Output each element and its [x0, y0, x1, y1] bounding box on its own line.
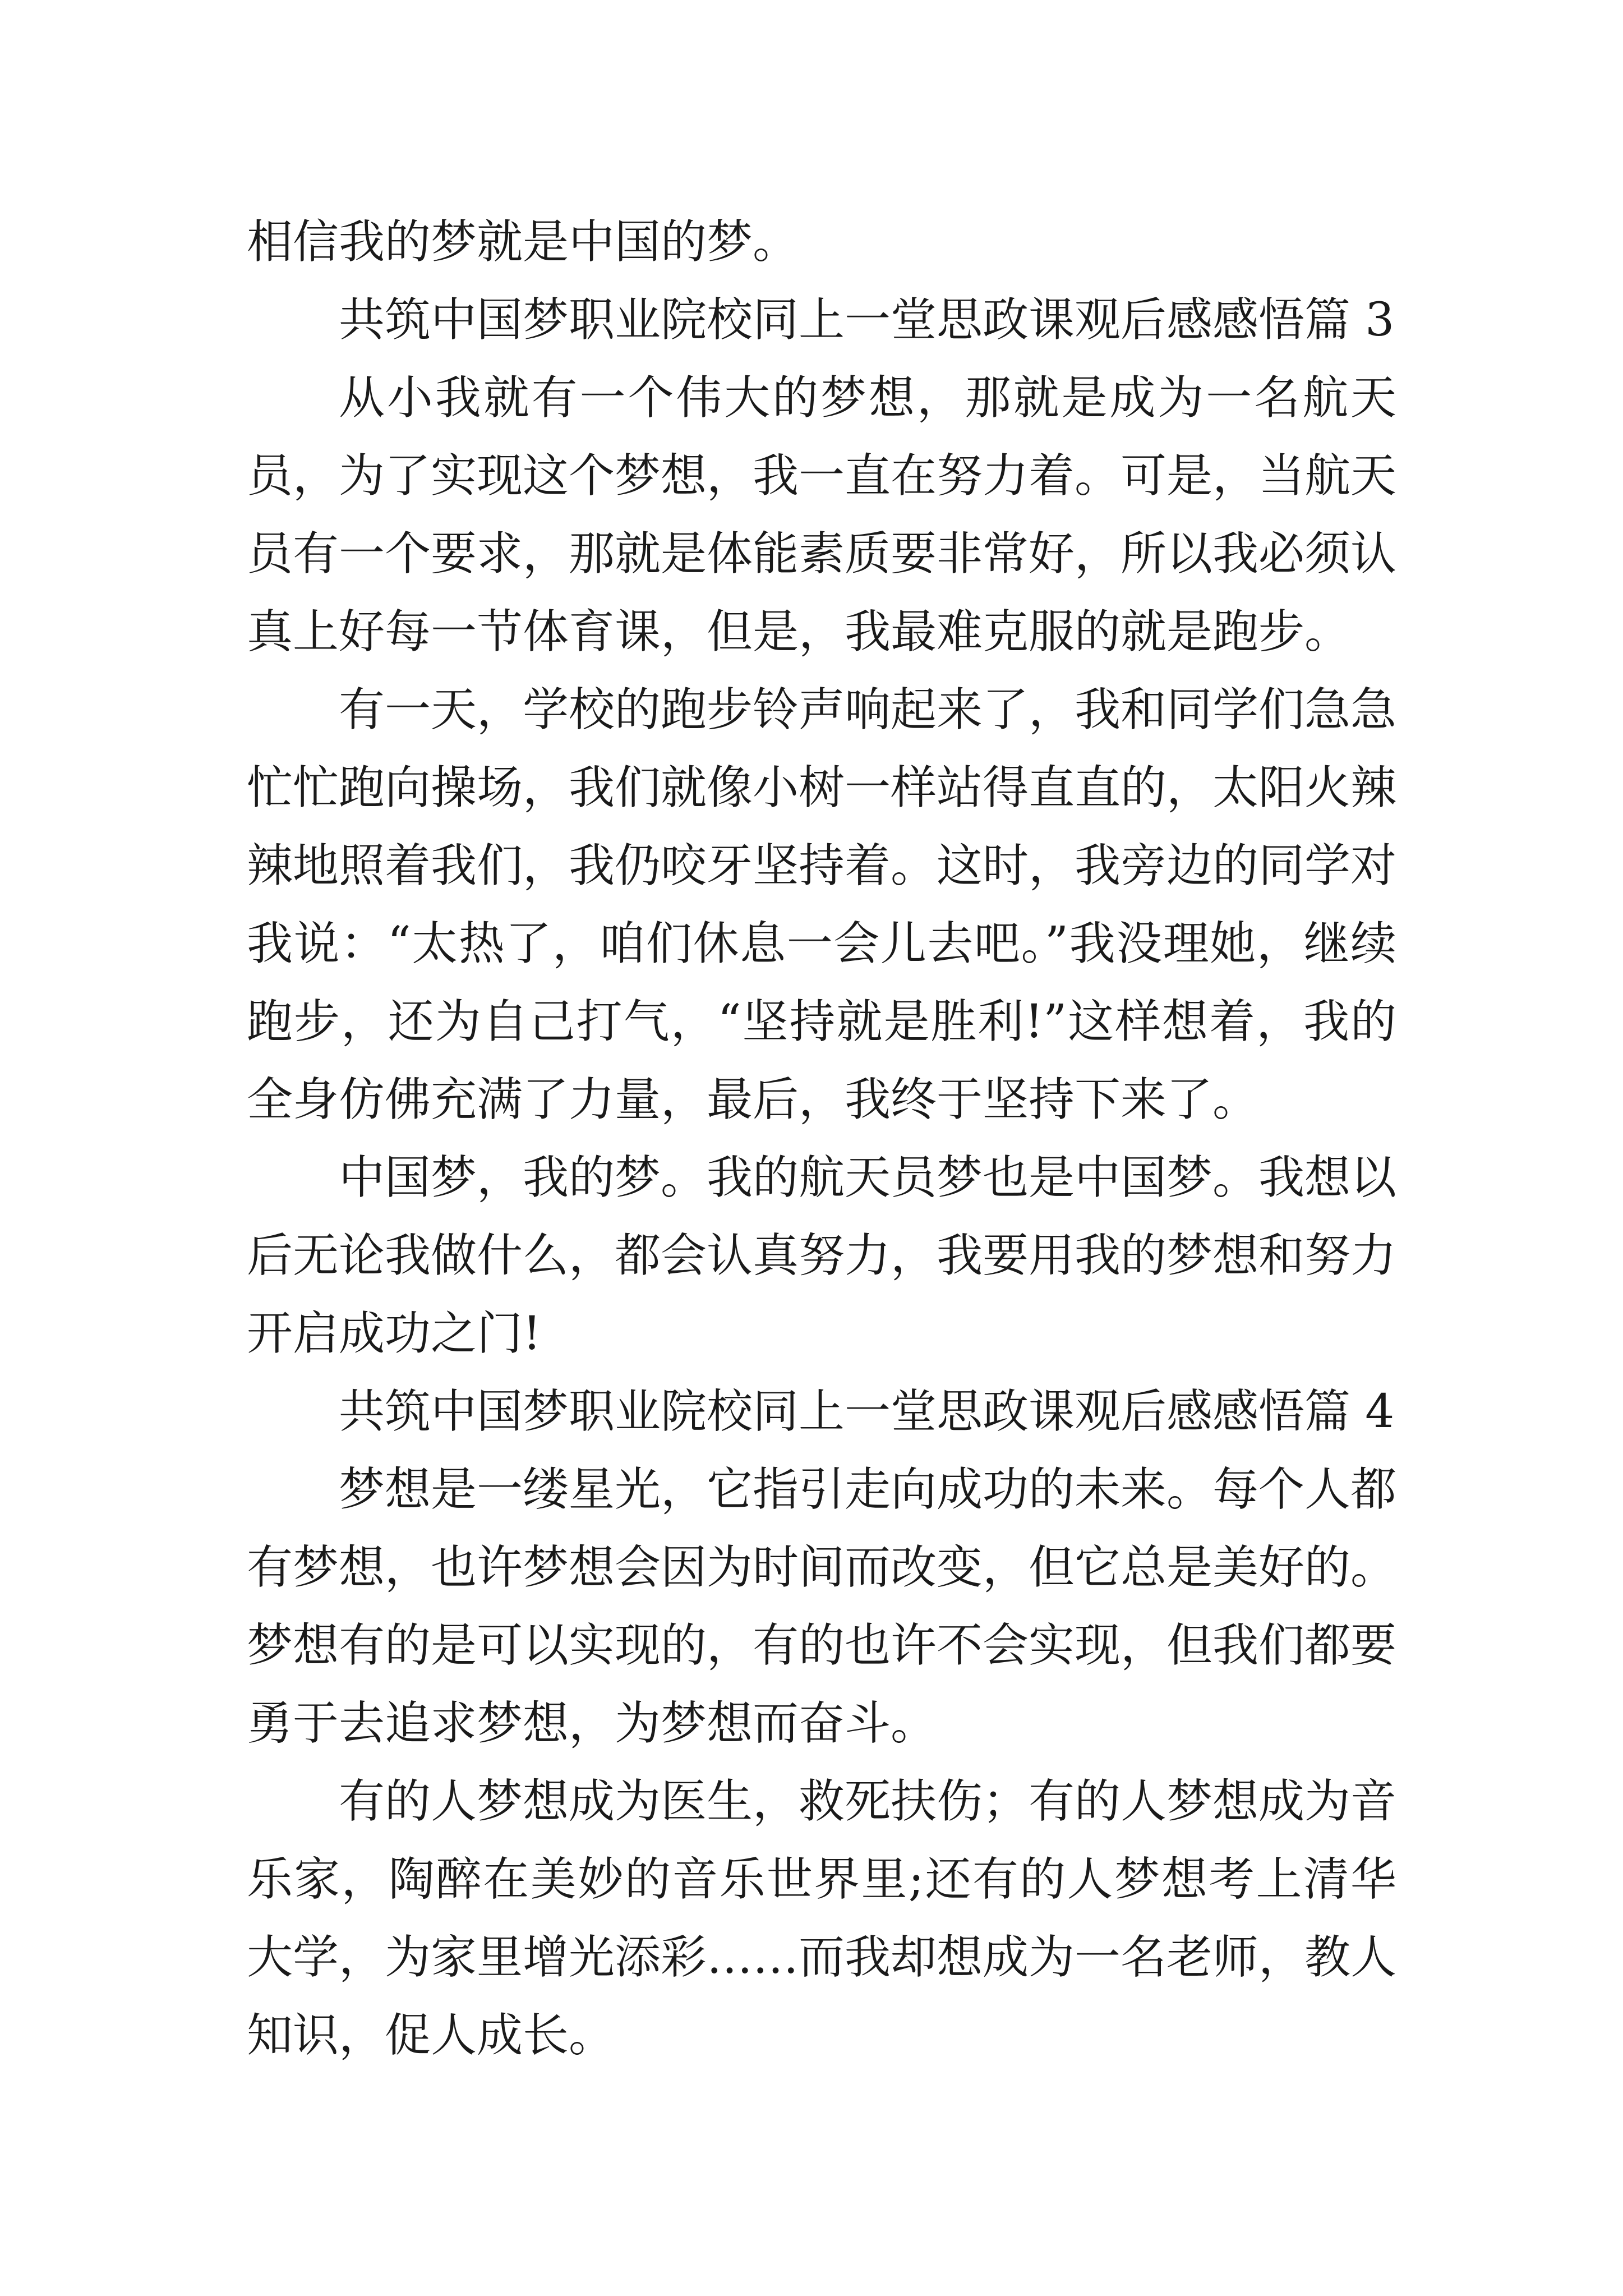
section-heading-4: 共筑中国梦职业院校同上一堂思政课观后感感悟篇 4	[339, 1385, 1395, 1438]
paragraph: 中国梦，我的梦。我的航天员梦也是中国梦。我想以后无论我做什么，都会认真努力，我要用我的梦想和努力开启成功之门!	[247, 1151, 1397, 1360]
paragraph: 有一天，学校的跑步铃声响起来了，我和同学们急急忙忙跑向操场，我们就像小树一样站得直直的，太阳火辣辣地照着我们，我仍咬牙坚持着。这时，我旁边的同学对我说：“太热了，咱们休息一会儿去吧。”我没理她，继续跑步，还为自己打气，“坚持就是胜利!”这样想着，我的全身仿佛充满了力量，最后，我终于坚持下来了。	[247, 683, 1397, 1126]
document-body	[247, 203, 1396, 2074]
paragraph-continuation: 相信我的梦就是中国的梦。	[247, 215, 799, 269]
paragraph: 从小我就有一个伟大的梦想，那就是成为一名航天员，为了实现这个梦想，我一直在努力着。可是，当航天员有一个要求，那就是体能素质要非常好，所以我必须认真上好每一节体育课，但是，我最难克服的就是跑步。	[247, 371, 1397, 659]
section-heading-3: 共筑中国梦职业院校同上一堂思政课观后感感悟篇 3	[339, 293, 1395, 347]
paragraph: 有的人梦想成为医生，救死扶伤；有的人梦想成为音乐家，陶醉在美妙的音乐世界里;还有的人梦想考上清华大学，为家里增光添彩……而我却想成为一名老师，教人知识，促人成长。	[247, 1775, 1397, 2062]
paragraph: 梦想是一缕星光，它指引走向成功的未来。每个人都有梦想，也许梦想会因为时间而改变，但它总是美好的。梦想有的是可以实现的，有的也许不会实现，但我们都要勇于去追求梦想，为梦想而奋斗。	[247, 1463, 1397, 1750]
